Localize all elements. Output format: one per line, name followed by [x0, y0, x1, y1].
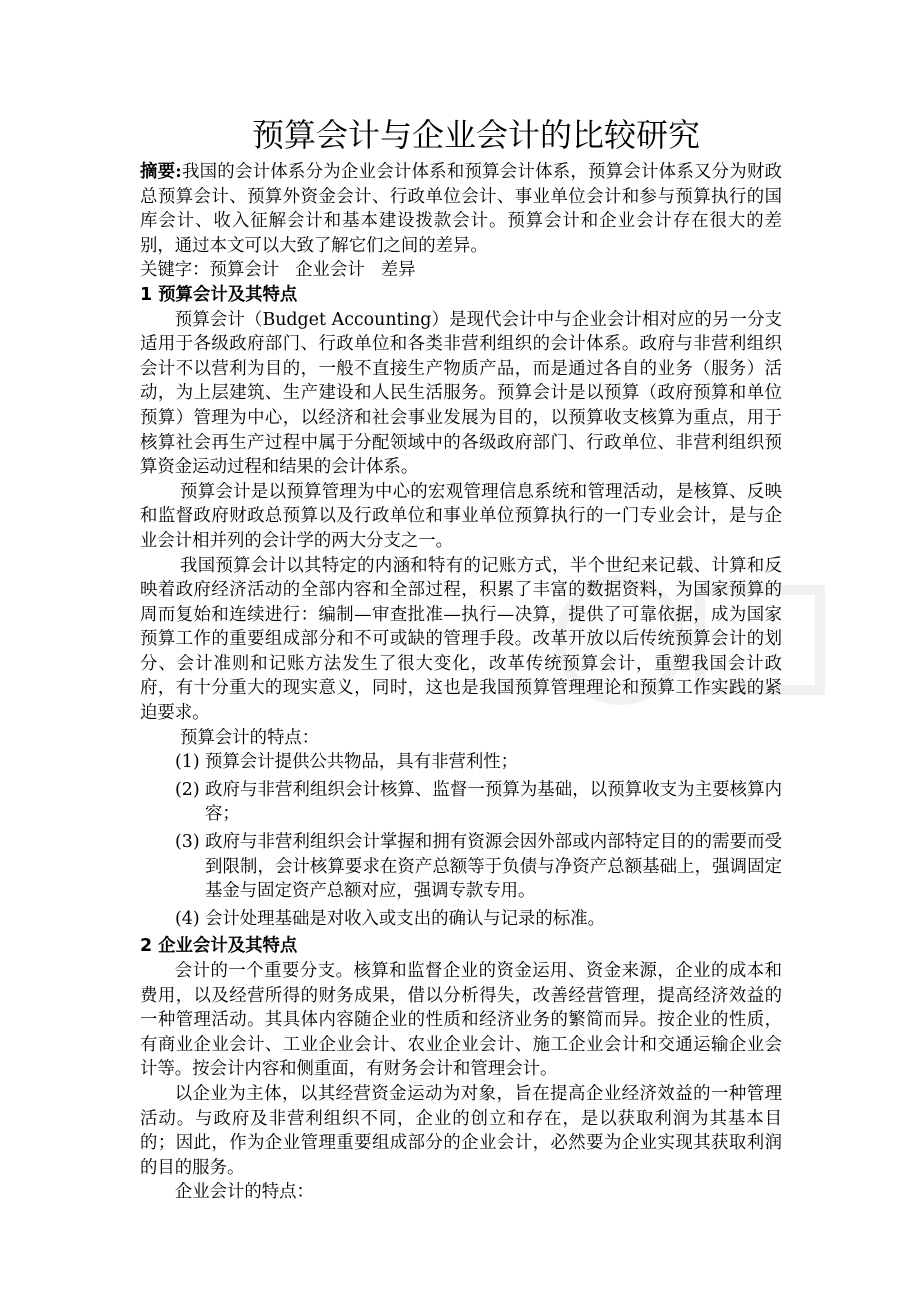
abstract-text: 我国的会计体系分为企业会计体系和预算会计体系，预算会计体系又分为财政总预算会计、预算外资金会计、行政单位会计、事业单位会计和参与预算执行的国库会计、收入征解会计和基本建设拨款会计。预算会计和企业会计存在很大的差别，通过本文可以大致了解它们之间的差异。: [140, 162, 782, 256]
list-item-number: (3): [175, 832, 200, 853]
section-heading-1: 1 预算会计及其特点: [140, 284, 298, 305]
paragraph: 预算会计的特点：: [180, 727, 320, 748]
paragraph: 我国预算会计以其特定的内涵和特有的记账方式，半个世纪来记载、计算和反映着政府经济活动的全部内容和全部过程，积累了丰富的数据资料，为国家预算的周而复始和连续进行：编制—审查批准—执行—决算，提供了可靠依据，成为国家预算工作的重要组成部分和不可或缺的管理手段。改革开放以后传统预算会计的划分、会计准则和记账方法发生了很大变化，改革传统预算会计，重塑我国会计政府，有十分重大的现实意义，同时，这也是我国预算管理理论和预算工作实践的紧迫要求。: [140, 555, 782, 724]
paragraph: 会计的一个重要分支。核算和监督企业的资金运用、资金来源，企业的成本和费用，以及经营所得的财务成果，借以分析得失，改善经营管理，提高经济效益的一种管理活动。其具体内容随企业的性质和经济业务的繁简而异。按企业的性质，有商业企业会计、工业企业会计、农业企业会计、施工企业会计和交通运输企业会计等。按会计内容和侧重面，有财务会计和管理会计。: [140, 961, 782, 1080]
abstract-label: 摘要:: [140, 162, 182, 182]
feature-list: [140, 750, 782, 931]
list-item-text: 预算会计提供公共物品，具有非营利性；: [205, 752, 519, 773]
list-item: [140, 907, 782, 932]
paragraph: 企业会计的特点：: [174, 1182, 314, 1203]
document-title: 预算会计与企业会计的比较研究: [251, 116, 700, 154]
list-item: [140, 778, 782, 827]
list-item: [140, 830, 782, 904]
list-item-text: 会计处理基础是对收入或支出的确认与记录的标准。: [205, 908, 605, 929]
list-item-text: 政府与非营利组织会计掌握和拥有资源会因外部或内部特定目的的需要而受到限制，会计核算要求在资产总额等于负债与净资产总额基础上，强调固定基金与固定资产总额对应，强调专款专用。: [205, 832, 782, 902]
abstract: [140, 160, 782, 258]
keyword-item: 预算会计: [209, 260, 280, 281]
keyword-item: 企业会计: [295, 260, 365, 281]
section-heading-2: 2 企业会计及其特点: [140, 936, 298, 957]
paragraph: 预算会计是以预算管理为中心的宏观管理信息系统和管理活动，是核算、反映和监督政府财政总预算以及行政单位和事业单位预算执行的一门专业会计，是与企业会计相并列的会计学的两大分支之一。: [140, 481, 782, 551]
list-item-text: 政府与非营利组织会计核算、监督一预算为基础，以预算收支为主要核算内容；: [205, 779, 782, 825]
paragraph: 预算会计（Budget Accounting）是现代会计中与企业会计相对应的另一分支适用于各级政府部门、行政单位和各类非营利组织的会计体系。政府与非营利组织会计不以营利为目的，一般不直接生产物质产品，而是通过各自的业务（服务）活动，为上层建筑、生产建设和人民生活服务。预算会计是以预算（政府预算和单位预算）管理为中心，以经济和社会事业发展为目的，以预算收支核算为重点，用于核算社会再生产过程中属于分配领域中的各级政府部门、行政单位、非营利组织预算资金运动过程和结果的会计体系。: [140, 309, 782, 478]
list-item: [140, 750, 782, 775]
keywords-label: 关键字：: [140, 260, 210, 281]
paragraph: 以企业为主体，以其经营资金运动为对象，旨在提高企业经济效益的一种管理活动。与政府及非营利组织不同，企业的创立和存在，是以获取利润为其基本目的；因此，作为企业管理重要组成部分的企业会计，必然要为企业实现其获取利润的目的服务。: [140, 1083, 782, 1178]
list-item-number: (1): [175, 752, 200, 773]
list-item-number: (4): [175, 908, 200, 929]
list-item-number: (2): [175, 779, 200, 800]
keywords: [140, 258, 782, 283]
keyword-item: 差异: [380, 260, 416, 281]
